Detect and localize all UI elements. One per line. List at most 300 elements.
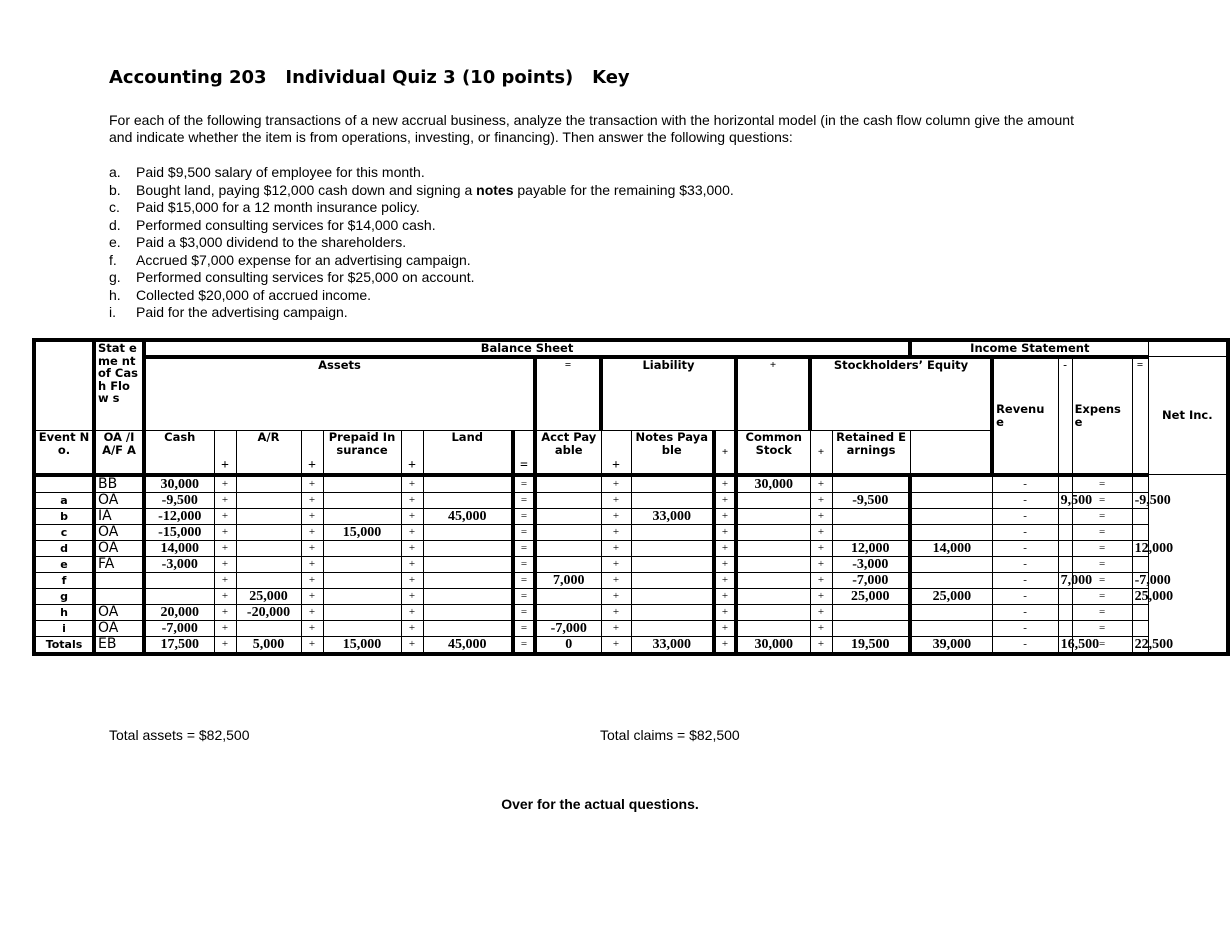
equals-sign: =: [513, 508, 535, 524]
minus-sign: -: [1058, 357, 1072, 475]
instructions: For each of the following transactions of a new accrual business, analyze the transaction with the horizontal model (in the cash flow column give the amount and indicate whether the item is from operations, investing, or financing). Then answer the following questions:: [109, 112, 1074, 145]
transaction-letter: g.: [109, 269, 121, 285]
plus-sign: +: [301, 604, 323, 620]
equity-header: Stockholders’ Equity: [810, 357, 992, 431]
horizontal-model-table: [32, 338, 1230, 656]
total-assets: Total assets = $82,500: [109, 727, 250, 743]
net-income-cell: [1132, 524, 1148, 540]
land-cell: [423, 475, 513, 493]
net-income-cell: -9,500: [1132, 492, 1148, 508]
expense-cell: [1058, 540, 1072, 556]
equals-sign: =: [1132, 357, 1148, 475]
plus-sign: +: [810, 508, 832, 524]
plus-sign: +: [601, 572, 631, 588]
plus-sign: +: [214, 431, 236, 475]
transaction-text-part: Bought land, paying $12,000 cash down and signing a: [136, 181, 477, 198]
plus-sign: +: [401, 620, 423, 636]
equals-sign: =: [1072, 572, 1132, 588]
equals-sign: =: [513, 620, 535, 636]
cf-type-cell: IA: [94, 508, 144, 524]
equals-sign: =: [513, 604, 535, 620]
table-row: [34, 588, 1228, 604]
equals-sign: =: [513, 431, 535, 475]
plus-sign: +: [601, 475, 631, 493]
retained-earnings-cell: [832, 620, 910, 636]
prepaid-cell: [323, 540, 401, 556]
table-row: [34, 540, 1228, 556]
event-cell: g: [34, 588, 94, 604]
transaction-letter: h.: [109, 286, 121, 303]
plus-sign: +: [214, 508, 236, 524]
notes-payable-cell: [631, 492, 714, 508]
expense-cell: 7,000: [1058, 572, 1072, 588]
common-stock-cell: [736, 620, 810, 636]
expense-header: Expens e: [1072, 357, 1132, 475]
equals-sign: =: [513, 524, 535, 540]
plus-sign: +: [214, 524, 236, 540]
common-stock-cell: [736, 508, 810, 524]
common-stock-cell: 30,000: [736, 475, 810, 493]
table-row: [34, 556, 1228, 572]
land-cell: [423, 572, 513, 588]
common-stock-cell: [736, 540, 810, 556]
transaction-list: [109, 164, 734, 322]
event-cell: Totals: [34, 636, 94, 654]
plus-sign: +: [401, 508, 423, 524]
plus-sign: +: [601, 556, 631, 572]
plus-sign: +: [810, 431, 832, 475]
expense-cell: [1058, 588, 1072, 604]
transaction-text-part: payable for the remaining $33,000.: [513, 181, 734, 198]
prepaid-cell: [323, 508, 401, 524]
plus-sign: +: [810, 588, 832, 604]
transaction-letter: c.: [109, 199, 120, 215]
common-stock-header: Common Stock: [736, 431, 810, 475]
transaction-item: [109, 217, 734, 235]
table-row: [34, 475, 1228, 493]
equals-sign: =: [1072, 636, 1132, 654]
transaction-item: [109, 252, 734, 270]
notes-payable-cell: [631, 524, 714, 540]
acct-payable-header: Acct Payable: [535, 431, 601, 475]
land-cell: [423, 556, 513, 572]
equals-sign: =: [513, 492, 535, 508]
transaction-letter: i.: [109, 304, 116, 320]
total-claims: Total claims = $82,500: [600, 727, 740, 743]
transaction-text: Performed consulting services for $25,000 on account.: [136, 269, 475, 285]
acct-payable-cell: [535, 588, 601, 604]
land-cell: [423, 524, 513, 540]
net-income-cell: [1132, 620, 1148, 636]
equals-sign: =: [513, 572, 535, 588]
plus-sign: +: [601, 588, 631, 604]
transaction-text: Paid $9,500 salary of employee for this month.: [136, 164, 425, 180]
acct-payable-cell: [535, 492, 601, 508]
retained-earnings-cell: -7,000: [832, 572, 910, 588]
plus-sign: +: [301, 492, 323, 508]
ar-cell: [236, 540, 301, 556]
transaction-item: [109, 269, 734, 287]
transaction-text: Paid for the advertising campaign.: [136, 304, 348, 320]
notes-payable-cell: [631, 588, 714, 604]
land-cell: [423, 588, 513, 604]
table-row: [34, 604, 1228, 620]
plus-sign: +: [301, 540, 323, 556]
land-header: Land: [423, 431, 513, 475]
land-cell: [423, 540, 513, 556]
common-stock-cell: [736, 492, 810, 508]
prepaid-cell: [323, 620, 401, 636]
equals-sign: =: [513, 636, 535, 654]
plus-sign: +: [601, 604, 631, 620]
net-income-cell: 12,000: [1132, 540, 1148, 556]
plus-sign: +: [714, 492, 736, 508]
cf-type-cell: [94, 588, 144, 604]
prepaid-cell: [323, 588, 401, 604]
net-income-cell: [1132, 508, 1148, 524]
cash-cell: [144, 588, 214, 604]
plus-sign: +: [714, 636, 736, 654]
revenue-cell: [910, 572, 992, 588]
corner-cell: [34, 340, 94, 431]
retained-earnings-cell: [832, 604, 910, 620]
table-row: [34, 620, 1228, 636]
acct-payable-cell: [535, 540, 601, 556]
transaction-letter: f.: [109, 251, 117, 268]
plus-sign: +: [714, 604, 736, 620]
plus-sign: +: [401, 431, 423, 475]
retained-earnings-cell: [832, 524, 910, 540]
plus-sign: +: [214, 572, 236, 588]
plus-sign: +: [601, 431, 631, 475]
plus-sign: +: [214, 475, 236, 493]
revenue-cell: [910, 492, 992, 508]
transaction-text: Collected $20,000 of accrued income.: [136, 286, 372, 303]
expense-cell: [1058, 604, 1072, 620]
plus-sign: +: [301, 556, 323, 572]
ar-cell: 25,000: [236, 588, 301, 604]
equals-sign: =: [1072, 556, 1132, 572]
transaction-text: [136, 182, 734, 200]
cf-type-cell: OA: [94, 604, 144, 620]
expense-cell: [1058, 524, 1072, 540]
plus-sign: +: [810, 620, 832, 636]
cf-type-cell: BB: [94, 475, 144, 493]
notes-payable-header: Notes Payable: [631, 431, 714, 475]
cash-cell: 30,000: [144, 475, 214, 493]
acct-payable-cell: 0: [535, 636, 601, 654]
transaction-text: Paid a $3,000 dividend to the shareholders.: [136, 234, 407, 250]
cash-cell: -7,000: [144, 620, 214, 636]
event-cell: [34, 475, 94, 493]
plus-sign: +: [601, 524, 631, 540]
revenue-cell: [910, 604, 992, 620]
retained-earnings-header: Retained Earnings: [832, 431, 910, 475]
plus-sign: +: [714, 540, 736, 556]
transaction-item: [109, 287, 734, 305]
minus-sign: -: [992, 524, 1058, 540]
plus-sign: +: [301, 431, 323, 475]
event-no-header: Event No.: [34, 431, 94, 475]
revenue-header: Revenu e: [992, 357, 1058, 475]
plus-sign: +: [810, 556, 832, 572]
equals-sign: =: [513, 556, 535, 572]
plus-sign: +: [401, 604, 423, 620]
cf-type-cell: OA: [94, 492, 144, 508]
transaction-text: Paid $15,000 for a 12 month insurance policy.: [136, 199, 420, 215]
plus-sign: +: [714, 588, 736, 604]
retained-earnings-cell: 12,000: [832, 540, 910, 556]
plus-sign: +: [214, 556, 236, 572]
minus-sign: -: [992, 475, 1058, 493]
plus-sign: +: [714, 620, 736, 636]
prepaid-cell: [323, 572, 401, 588]
plus-sign: +: [301, 524, 323, 540]
ar-cell: -20,000: [236, 604, 301, 620]
equals-sign: =: [1072, 524, 1132, 540]
plus-sign: +: [301, 588, 323, 604]
cash-cell: -12,000: [144, 508, 214, 524]
transaction-letter: e.: [109, 234, 121, 250]
notes-payable-cell: [631, 620, 714, 636]
plus-sign: +: [301, 620, 323, 636]
cash-cell: -15,000: [144, 524, 214, 540]
plus-sign: +: [714, 556, 736, 572]
expense-cell: 9,500: [1058, 492, 1072, 508]
plus-sign: +: [301, 636, 323, 654]
land-cell: 45,000: [423, 508, 513, 524]
revenue-cell: [910, 556, 992, 572]
acct-payable-cell: [535, 604, 601, 620]
equals-sign: =: [513, 540, 535, 556]
notes-payable-cell: 33,000: [631, 636, 714, 654]
transaction-letter: d.: [109, 216, 121, 233]
revenue-cell: [910, 475, 992, 493]
plus-sign: +: [214, 588, 236, 604]
ar-cell: [236, 508, 301, 524]
prepaid-header: Prepaid Insurance: [323, 431, 401, 475]
revenue-cell: [910, 524, 992, 540]
acct-payable-cell: [535, 508, 601, 524]
cash-cell: 20,000: [144, 604, 214, 620]
common-stock-cell: [736, 556, 810, 572]
transaction-text: Performed consulting services for $14,000 cash.: [136, 216, 436, 233]
minus-sign: -: [992, 508, 1058, 524]
cash-cell: -9,500: [144, 492, 214, 508]
plus-sign: +: [714, 572, 736, 588]
land-cell: [423, 492, 513, 508]
plus-sign: +: [714, 524, 736, 540]
plus-sign: +: [401, 524, 423, 540]
plus-sign: +: [714, 508, 736, 524]
plus-sign: +: [401, 492, 423, 508]
minus-sign: -: [992, 588, 1058, 604]
common-stock-cell: [736, 588, 810, 604]
equals-sign: =: [1072, 508, 1132, 524]
equals-sign: =: [1072, 492, 1132, 508]
notes-payable-cell: [631, 475, 714, 493]
transaction-item: [109, 304, 734, 322]
notes-payable-cell: [631, 556, 714, 572]
land-cell: [423, 604, 513, 620]
expense-cell: [1058, 556, 1072, 572]
equals-sign: =: [1072, 475, 1132, 493]
event-cell: b: [34, 508, 94, 524]
land-cell: [423, 620, 513, 636]
cf-type-cell: OA: [94, 524, 144, 540]
plus-sign: +: [401, 556, 423, 572]
event-cell: i: [34, 620, 94, 636]
minus-sign: -: [992, 540, 1058, 556]
plus-sign: +: [810, 572, 832, 588]
notes-payable-cell: [631, 572, 714, 588]
table-row: [34, 572, 1228, 588]
plus-sign: +: [214, 604, 236, 620]
notes-payable-cell: 33,000: [631, 508, 714, 524]
income-statement-header: Income Statement: [910, 340, 1148, 357]
minus-sign: -: [992, 556, 1058, 572]
revenue-cell: 25,000: [910, 588, 992, 604]
equals-sign: =: [513, 475, 535, 493]
ar-header: A/R: [236, 431, 301, 475]
cash-cell: 14,000: [144, 540, 214, 556]
prepaid-cell: 15,000: [323, 636, 401, 654]
notes-payable-cell: [631, 604, 714, 620]
land-cell: 45,000: [423, 636, 513, 654]
expense-cell: [1058, 475, 1072, 493]
plus-sign: +: [401, 588, 423, 604]
revenue-cell: [910, 620, 992, 636]
assets-header: Assets: [144, 357, 535, 431]
event-cell: h: [34, 604, 94, 620]
plus-sign: +: [736, 357, 810, 431]
event-cell: c: [34, 524, 94, 540]
page-title: Accounting 203 Individual Quiz 3 (10 points) Key: [109, 67, 630, 88]
plus-sign: +: [301, 508, 323, 524]
acct-payable-cell: [535, 475, 601, 493]
equals-sign: =: [513, 588, 535, 604]
plus-sign: +: [401, 636, 423, 654]
minus-sign: -: [992, 620, 1058, 636]
plus-sign: +: [601, 620, 631, 636]
plus-sign: +: [714, 475, 736, 493]
plus-sign: +: [714, 431, 736, 475]
retained-earnings-cell: 25,000: [832, 588, 910, 604]
transaction-item: [109, 182, 734, 200]
revenue-cell: [910, 508, 992, 524]
plus-sign: +: [601, 540, 631, 556]
net-income-cell: [1132, 604, 1148, 620]
cf-type-cell: EB: [94, 636, 144, 654]
plus-sign: +: [810, 604, 832, 620]
transaction-text-bold: notes: [476, 181, 514, 198]
common-stock-cell: 30,000: [736, 636, 810, 654]
transaction-text: Accrued $7,000 expense for an advertising campaign.: [136, 251, 471, 268]
balance-sheet-header: Balance Sheet: [144, 340, 910, 357]
transaction-letter: a.: [109, 164, 121, 180]
transaction-item: [109, 164, 734, 182]
revenue-cell: 39,000: [910, 636, 992, 654]
cf-type-cell: OA: [94, 540, 144, 556]
cf-type-cell: [94, 572, 144, 588]
expense-cell: [1058, 620, 1072, 636]
acct-payable-cell: -7,000: [535, 620, 601, 636]
ar-cell: [236, 556, 301, 572]
equals-sign: =: [1072, 620, 1132, 636]
prepaid-cell: [323, 556, 401, 572]
plus-sign: +: [301, 475, 323, 493]
net-income-cell: -7,000: [1132, 572, 1148, 588]
prepaid-cell: [323, 604, 401, 620]
plus-sign: +: [810, 636, 832, 654]
ar-cell: [236, 475, 301, 493]
acct-payable-cell: 7,000: [535, 572, 601, 588]
notes-payable-cell: [631, 540, 714, 556]
transaction-item: [109, 234, 734, 252]
retained-earnings-cell: [832, 508, 910, 524]
plus-sign: +: [214, 492, 236, 508]
minus-sign: -: [992, 492, 1058, 508]
ar-cell: [236, 524, 301, 540]
minus-sign: -: [992, 604, 1058, 620]
event-cell: e: [34, 556, 94, 572]
ar-cell: [236, 572, 301, 588]
table-body: [34, 475, 1228, 654]
event-cell: a: [34, 492, 94, 508]
ar-cell: [236, 492, 301, 508]
retained-earnings-cell: -9,500: [832, 492, 910, 508]
plus-sign: +: [601, 508, 631, 524]
cash-cell: -3,000: [144, 556, 214, 572]
cf-type-cell: OA: [94, 620, 144, 636]
transaction-letter: b.: [109, 181, 121, 198]
common-stock-cell: [736, 572, 810, 588]
table-row: [34, 636, 1228, 654]
retained-earnings-cell: 19,500: [832, 636, 910, 654]
table-row: [34, 524, 1228, 540]
cash-flow-header: Stat eme nt of Cash Flow s: [94, 340, 144, 431]
plus-sign: +: [810, 524, 832, 540]
net-income-cell: 22,500: [1132, 636, 1148, 654]
common-stock-cell: [736, 524, 810, 540]
cash-header: Cash: [144, 431, 214, 475]
transaction-item: [109, 199, 734, 217]
table-row: [34, 508, 1228, 524]
plus-sign: +: [301, 572, 323, 588]
plus-sign: +: [401, 540, 423, 556]
acct-payable-cell: [535, 524, 601, 540]
event-cell: d: [34, 540, 94, 556]
over-note: Over for the actual questions.: [501, 796, 699, 812]
minus-sign: -: [992, 572, 1058, 588]
prepaid-cell: [323, 475, 401, 493]
net-income-cell: 25,000: [1132, 588, 1148, 604]
retained-earnings-cell: -3,000: [832, 556, 910, 572]
table-row: [34, 492, 1228, 508]
prepaid-cell: [323, 492, 401, 508]
ar-cell: 5,000: [236, 636, 301, 654]
equals-sign: =: [1072, 604, 1132, 620]
plus-sign: +: [214, 540, 236, 556]
common-stock-cell: [736, 604, 810, 620]
acct-payable-cell: [535, 556, 601, 572]
plus-sign: +: [401, 475, 423, 493]
prepaid-cell: 15,000: [323, 524, 401, 540]
equals-sign: =: [535, 357, 601, 431]
expense-cell: 16,500: [1058, 636, 1072, 654]
plus-sign: +: [401, 572, 423, 588]
plus-sign: +: [810, 540, 832, 556]
